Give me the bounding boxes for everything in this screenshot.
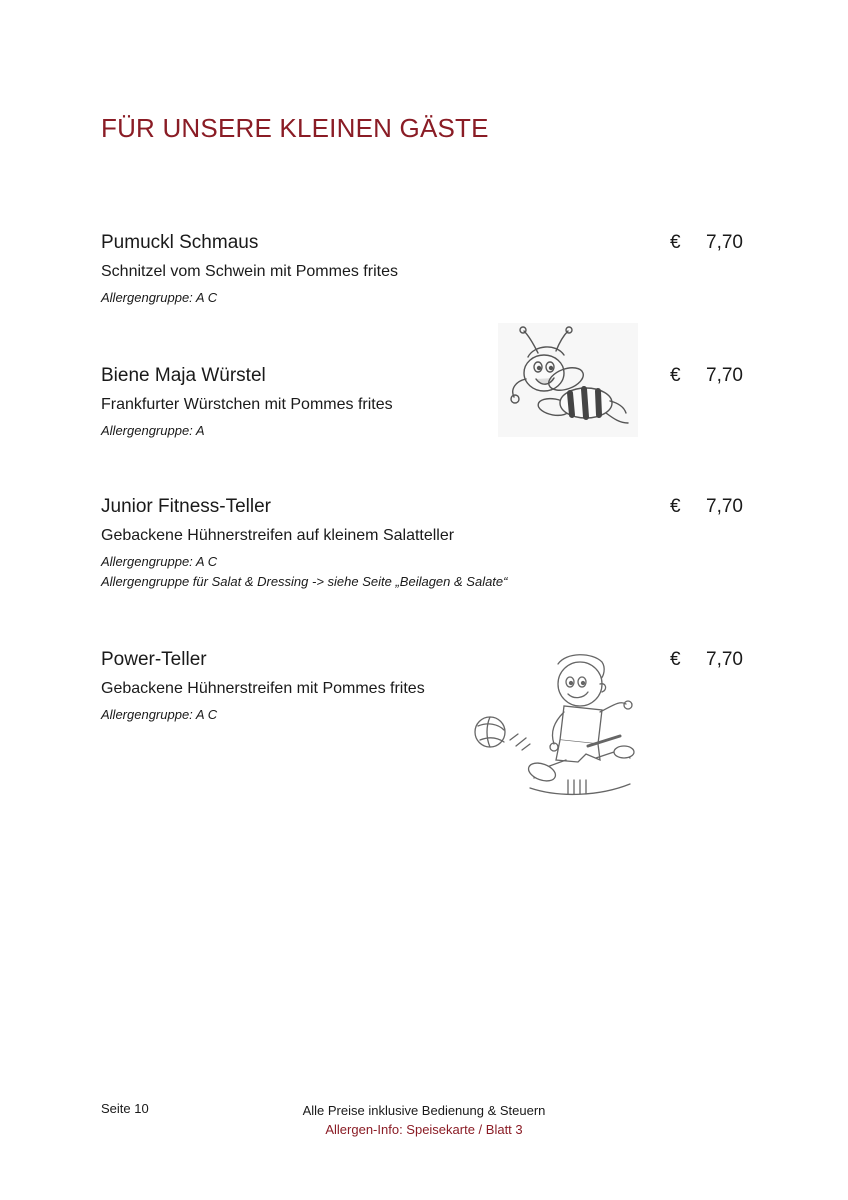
item-allergen: Allergengruppe: A C	[101, 707, 218, 722]
item-name: Junior Fitness-Teller	[101, 496, 271, 517]
item-price	[670, 495, 743, 519]
item-description: Schnitzel vom Schwein mit Pommes frites	[101, 263, 398, 280]
item-allergen-extra: Allergengruppe für Salat & Dressing -> siehe Seite „Beilagen & Salate“	[101, 574, 508, 589]
price-value: 7,70	[706, 232, 743, 253]
item-allergen: Allergengruppe: A C	[101, 554, 218, 569]
item-description: Gebackene Hühnerstreifen mit Pommes frites	[101, 680, 425, 697]
currency-symbol: €	[670, 649, 681, 670]
footer-notes	[0, 1101, 848, 1139]
price-note: Alle Preise inklusive Bedienung & Steuern	[302, 1103, 546, 1118]
currency-symbol: €	[670, 496, 681, 517]
item-name: Biene Maja Würstel	[101, 365, 266, 386]
price-value: 7,70	[706, 496, 743, 517]
item-allergen: Allergengruppe: A C	[101, 290, 218, 305]
item-price	[670, 231, 743, 255]
page-number: Seite 10	[101, 1101, 149, 1116]
bee-icon	[498, 323, 638, 437]
currency-symbol: €	[670, 232, 681, 253]
item-description: Frankfurter Würstchen mit Pommes frites	[101, 396, 393, 413]
allergen-info: Allergen-Info: Speisekarte / Blatt 3	[325, 1122, 523, 1137]
item-name: Power-Teller	[101, 649, 207, 670]
soccer-boy-icon	[470, 650, 640, 800]
menu-item	[101, 231, 761, 307]
menu-item	[101, 364, 761, 440]
item-price	[670, 364, 743, 388]
menu-item	[101, 648, 761, 724]
item-allergen: Allergengruppe: A	[101, 423, 205, 438]
page-title: FÜR UNSERE KLEINEN GÄSTE	[101, 113, 489, 143]
item-name: Pumuckl Schmaus	[101, 232, 259, 253]
price-value: 7,70	[706, 365, 743, 386]
price-value: 7,70	[706, 649, 743, 670]
item-description: Gebackene Hühnerstreifen auf kleinem Salatteller	[101, 527, 455, 544]
currency-symbol: €	[670, 365, 681, 386]
item-price	[670, 648, 743, 672]
menu-item	[101, 495, 761, 591]
